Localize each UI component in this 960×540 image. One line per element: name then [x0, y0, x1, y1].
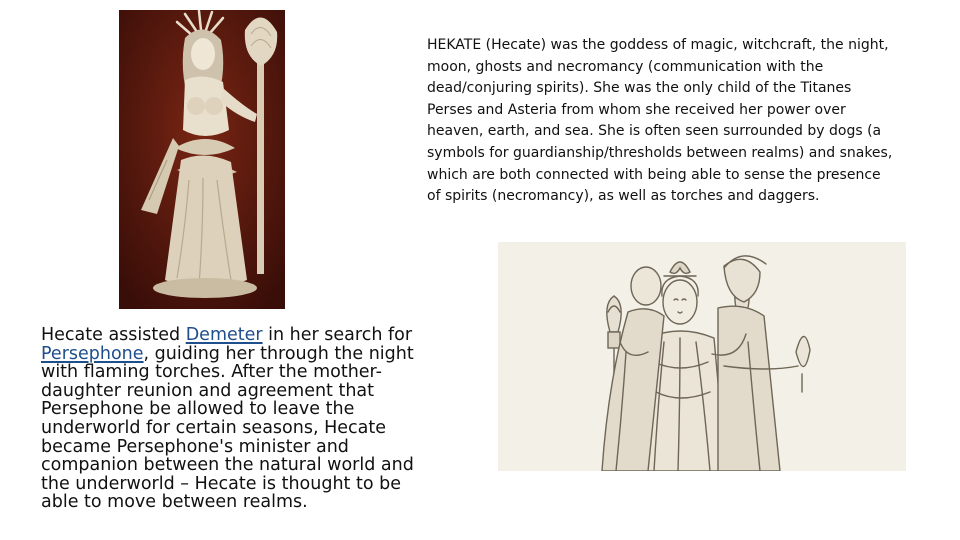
persephone-link[interactable]: Persephone [41, 343, 144, 364]
hecate-myth-paragraph [41, 326, 441, 512]
myth-text-part3: , guiding her through the night with flaming torches. After the mother-daughter reunion and agreement that Persephone be allowed to leave the underworld for certain seasons, Hecate became Persephone's minister and companion between the natural world and the underworld – Hecate is thought to be able to move between realms. [41, 343, 414, 513]
myth-text-part1: Hecate assisted [41, 325, 186, 345]
demeter-link[interactable]: Demeter [185, 325, 263, 345]
myth-text-part2: in her search for [262, 325, 413, 345]
hecate-statue-image [119, 10, 285, 309]
triple-hecate-engraving-image [498, 242, 906, 471]
hecate-description: HEKATE (Hecate) was the goddess of magic, witchcraft, the night, moon, ghosts and necromancy (communication with the dead/conjuring spirits). She was the only child of the Titanes Perses and Asteria from whom she received her power over heaven, earth, and sea. She is often seen surrounded by dogs (a symbols for guardianship/thresholds between realms) and snakes, which are both connected with being able to sense the presence of spirits (necromancy), as well as torches and daggers. [427, 37, 893, 205]
